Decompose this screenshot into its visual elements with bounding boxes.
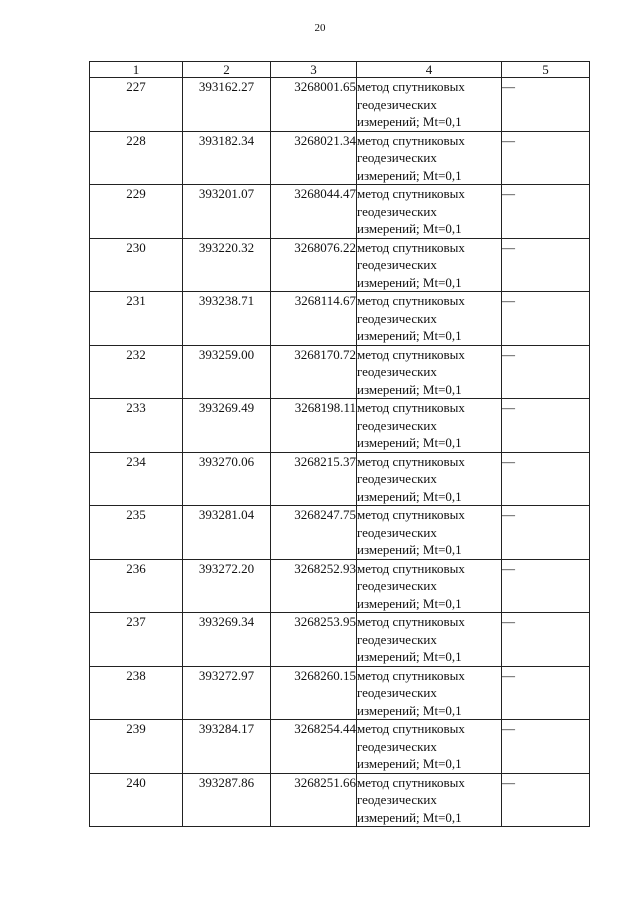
method-text-line: метод спутниковых	[357, 453, 465, 469]
method-text-line: измерений; Mt=0,1	[357, 809, 462, 825]
method-text-line: измерений; Mt=0,1	[357, 167, 462, 183]
coordinates-table	[89, 61, 590, 827]
point-number-cell: 235	[90, 506, 183, 560]
point-number-cell: 233	[90, 399, 183, 453]
y-coordinate-cell: 3268247.75	[271, 506, 357, 560]
method-text-line: метод спутниковых	[357, 293, 465, 308]
method-text-line: метод спутниковых	[357, 774, 465, 790]
x-coordinate-cell: 393269.34	[183, 613, 271, 667]
y-coordinate-cell: 3268251.66	[271, 773, 357, 827]
method-text-line: измерений; Mt=0,1	[357, 488, 462, 504]
y-coordinate-cell: 3268260.15	[271, 666, 357, 720]
y-coordinate-cell: 3268198.11	[271, 399, 357, 453]
method-cell	[357, 452, 502, 506]
x-coordinate-cell: 393201.07	[183, 185, 271, 239]
method-text-line: измерений; Mt=0,1	[357, 756, 462, 771]
note-cell: —	[502, 773, 590, 827]
method-text-line: геодезических	[357, 685, 437, 700]
method-text-line: метод спутниковых	[357, 507, 465, 522]
x-coordinate-cell: 393269.49	[183, 399, 271, 453]
method-text-line: метод спутниковых	[357, 79, 465, 94]
method-cell	[357, 506, 502, 560]
note-cell: —	[502, 452, 590, 506]
method-text-line: метод спутниковых	[357, 614, 465, 629]
column-header-3: 3	[271, 62, 357, 78]
method-cell	[357, 613, 502, 667]
note-cell: —	[502, 185, 590, 239]
method-text-line: измерений; Mt=0,1	[357, 702, 462, 718]
method-cell	[357, 131, 502, 185]
table-row	[90, 559, 590, 613]
method-text-line: измерений; Mt=0,1	[357, 595, 462, 611]
table-row	[90, 613, 590, 667]
point-number-cell: 239	[90, 720, 183, 774]
method-cell	[357, 773, 502, 827]
x-coordinate-cell: 393287.86	[183, 773, 271, 827]
method-text-line: геодезических	[357, 203, 437, 219]
method-text-line: геодезических	[357, 257, 437, 272]
table-row	[90, 238, 590, 292]
method-text-line: метод спутниковых	[357, 721, 465, 736]
y-coordinate-cell: 3268253.95	[271, 613, 357, 667]
method-cell	[357, 666, 502, 720]
note-cell: —	[502, 399, 590, 453]
method-text-line: метод спутниковых	[357, 400, 465, 415]
page-number: 20	[314, 22, 326, 34]
method-text-line: геодезических	[357, 578, 437, 593]
point-number-cell: 227	[90, 78, 183, 132]
y-coordinate-cell: 3268170.72	[271, 345, 357, 399]
method-text-line: геодезических	[357, 417, 437, 433]
method-cell	[357, 238, 502, 292]
method-text-line: измерений; Mt=0,1	[357, 435, 462, 450]
method-text-line: геодезических	[357, 310, 437, 326]
method-text-line: метод спутниковых	[357, 186, 465, 201]
method-text-line: измерений; Mt=0,1	[357, 221, 462, 236]
y-coordinate-cell: 3268254.44	[271, 720, 357, 774]
note-cell: —	[502, 78, 590, 132]
point-number-cell: 234	[90, 452, 183, 506]
method-cell	[357, 185, 502, 239]
note-cell: —	[502, 238, 590, 292]
x-coordinate-cell: 393272.20	[183, 559, 271, 613]
note-cell: —	[502, 613, 590, 667]
x-coordinate-cell: 393220.32	[183, 238, 271, 292]
table-row	[90, 345, 590, 399]
method-cell	[357, 345, 502, 399]
method-text-line: метод спутниковых	[357, 239, 465, 255]
column-header-4: 4	[357, 62, 502, 78]
note-cell: —	[502, 720, 590, 774]
note-cell: —	[502, 345, 590, 399]
point-number-cell: 232	[90, 345, 183, 399]
method-cell	[357, 399, 502, 453]
point-number-cell: 237	[90, 613, 183, 667]
method-text-line: геодезических	[357, 524, 437, 540]
table-row	[90, 131, 590, 185]
point-number-cell: 240	[90, 773, 183, 827]
x-coordinate-cell: 393281.04	[183, 506, 271, 560]
table-row	[90, 720, 590, 774]
method-text-line: геодезических	[357, 792, 437, 807]
table-row	[90, 773, 590, 827]
y-coordinate-cell: 3268076.22	[271, 238, 357, 292]
x-coordinate-cell: 393238.71	[183, 292, 271, 346]
method-text-line: измерений; Mt=0,1	[357, 381, 462, 397]
table-body	[90, 78, 590, 827]
table-row	[90, 78, 590, 132]
x-coordinate-cell: 393259.00	[183, 345, 271, 399]
method-text-line: измерений; Mt=0,1	[357, 542, 462, 557]
method-cell	[357, 292, 502, 346]
table-row	[90, 666, 590, 720]
y-coordinate-cell: 3268114.67	[271, 292, 357, 346]
method-cell	[357, 78, 502, 132]
method-text-line: геодезических	[357, 738, 437, 754]
point-number-cell: 230	[90, 238, 183, 292]
method-text-line: измерений; Mt=0,1	[357, 649, 462, 664]
column-header-5: 5	[502, 62, 590, 78]
point-number-cell: 228	[90, 131, 183, 185]
point-number-cell: 231	[90, 292, 183, 346]
point-number-cell: 229	[90, 185, 183, 239]
y-coordinate-cell: 3268001.65	[271, 78, 357, 132]
x-coordinate-cell: 393162.27	[183, 78, 271, 132]
x-coordinate-cell: 393272.97	[183, 666, 271, 720]
y-coordinate-cell: 3268252.93	[271, 559, 357, 613]
method-text-line: метод спутниковых	[357, 667, 465, 683]
point-number-cell: 236	[90, 559, 183, 613]
x-coordinate-cell: 393270.06	[183, 452, 271, 506]
method-text-line: измерений; Mt=0,1	[357, 328, 462, 343]
method-cell	[357, 559, 502, 613]
x-coordinate-cell: 393284.17	[183, 720, 271, 774]
table-row	[90, 506, 590, 560]
method-text-line: метод спутниковых	[357, 346, 465, 362]
y-coordinate-cell: 3268044.47	[271, 185, 357, 239]
method-text-line: метод спутниковых	[357, 132, 465, 148]
method-text-line: геодезических	[357, 631, 437, 647]
table-header-row	[90, 62, 590, 78]
y-coordinate-cell: 3268021.34	[271, 131, 357, 185]
note-cell: —	[502, 506, 590, 560]
method-text-line: геодезических	[357, 364, 437, 379]
method-text-line: геодезических	[357, 150, 437, 165]
method-text-line: геодезических	[357, 471, 437, 486]
table-row	[90, 185, 590, 239]
method-text-line: измерений; Mt=0,1	[357, 274, 462, 290]
y-coordinate-cell: 3268215.37	[271, 452, 357, 506]
column-header-1: 1	[90, 62, 183, 78]
note-cell: —	[502, 666, 590, 720]
table-row	[90, 452, 590, 506]
method-text-line: измерений; Mt=0,1	[357, 114, 462, 129]
column-header-2: 2	[183, 62, 271, 78]
table-row	[90, 292, 590, 346]
method-cell	[357, 720, 502, 774]
note-cell: —	[502, 559, 590, 613]
x-coordinate-cell: 393182.34	[183, 131, 271, 185]
note-cell: —	[502, 131, 590, 185]
point-number-cell: 238	[90, 666, 183, 720]
note-cell: —	[502, 292, 590, 346]
method-text-line: метод спутниковых	[357, 560, 465, 576]
table-row	[90, 399, 590, 453]
method-text-line: геодезических	[357, 96, 437, 112]
